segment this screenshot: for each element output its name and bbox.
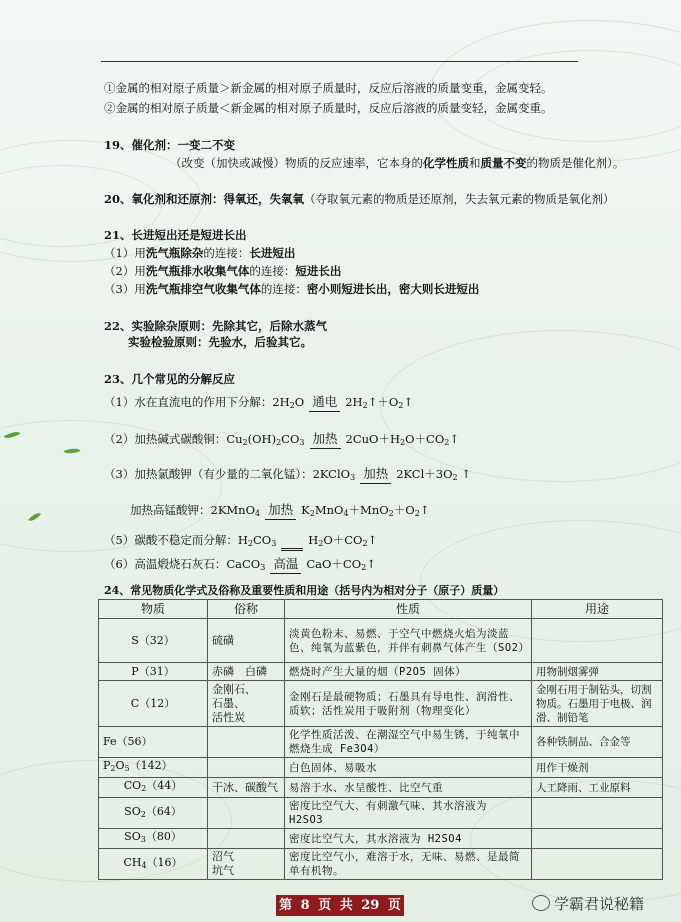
use-cell bbox=[532, 619, 663, 663]
s21-title: 21、长进短出还是短进长出 bbox=[104, 228, 247, 242]
use-cell: 用作干燥剂 bbox=[532, 758, 663, 778]
table-row bbox=[99, 778, 663, 798]
use-cell bbox=[532, 829, 663, 849]
table-row bbox=[99, 849, 663, 880]
reaction-2: （2）加热碱式碳酸铜：$Cu_2(OH)_2CO_3$ 加热 $2CuO+H_2O+CO_2↑$ bbox=[104, 431, 459, 447]
table-row bbox=[99, 681, 663, 727]
s24-title: 24、常见物质化学式及俗称及重要性质和用途（括号内为相对分子（原子）质量） bbox=[104, 584, 505, 597]
nickname-cell: 赤磷 白磷 bbox=[208, 663, 285, 681]
table-header-row bbox=[99, 600, 663, 619]
use-cell: 用物制烟雾弹 bbox=[532, 663, 663, 681]
nickname-cell bbox=[208, 758, 285, 778]
property-cell: 密度比空气大、有刺激气味、其水溶液为 H2SO3 bbox=[285, 798, 532, 829]
substance-cell: P（31） bbox=[99, 663, 208, 681]
reaction-3: （3）加热氯酸钾（有少量的二氧化锰）：2KClO$_3$ 加热 $2KCl+3O_2$ ↑ bbox=[104, 466, 471, 482]
header-property: 性质 bbox=[285, 600, 532, 619]
page-number-badge: 第 8 页 共 29 页 bbox=[276, 895, 404, 916]
header-nickname: 俗称 bbox=[208, 600, 285, 619]
substance-cell: $CH_4(16)$ bbox=[99, 849, 208, 880]
reaction-5: （5）碳酸不稳定而分解：$H_2CO_3$ $H_2O+CO_2↑$ bbox=[104, 533, 378, 548]
s21-item-1: （1）用洗气瓶除杂的连接：长进短出 bbox=[104, 246, 296, 260]
substance-table bbox=[98, 599, 663, 880]
nickname-cell: 干冰、碳酸气 bbox=[208, 778, 285, 798]
use-cell bbox=[532, 798, 663, 829]
brand-text: 学霸君说秘籍 bbox=[554, 896, 645, 913]
substance-cell: $P_2O_5(142)$ bbox=[99, 758, 208, 778]
table-row bbox=[99, 829, 663, 849]
property-cell: 易溶于水、水呈酸性、比空气重 bbox=[285, 778, 532, 798]
substance-cell: Fe（56） bbox=[99, 727, 208, 758]
table-row bbox=[99, 663, 663, 681]
intro-line-2: ②金属的相对原子质量＜新金属的相对原子质量时，反应后溶液的质量变轻，金属变重。 bbox=[104, 101, 553, 115]
property-cell: 燃烧时产生大量的烟（P2O5 固体） bbox=[285, 663, 532, 681]
property-cell: 密度比空气大，其水溶液为 H2SO4 bbox=[285, 829, 532, 849]
reaction-4: 加热高锰酸钾：2KMnO$_4$ 加热 $K_2MnO_4+MnO_2+O_2↑$ bbox=[130, 502, 430, 518]
nickname-cell: 金刚石、 石墨、 活性炭 bbox=[208, 681, 285, 727]
brand-watermark bbox=[532, 893, 644, 914]
s22-line-1: 22、实验除杂原则：先除其它，后除水蒸气 bbox=[104, 319, 328, 333]
header-substance: 物质 bbox=[99, 600, 208, 619]
nickname-cell: 硫磺 bbox=[208, 619, 285, 663]
s21-item-3: （3）用洗气瓶排空气收集气体的连接：密小则短进长出，密大则长进短出 bbox=[104, 282, 480, 296]
s21-item-2: （2）用洗气瓶排水收集气体的连接：短进长出 bbox=[104, 264, 342, 278]
substance-cell: $CO_2(44)$ bbox=[99, 778, 208, 798]
table-row bbox=[99, 798, 663, 829]
substance-cell: $SO_2(64)$ bbox=[99, 798, 208, 829]
s19-desc: （改变（加快或减慢）物质的反应速率，它本身的化学性质和质量不变的物质是催化剂）。 bbox=[170, 156, 625, 170]
use-cell bbox=[532, 849, 663, 880]
table-row bbox=[99, 619, 663, 663]
nickname-cell bbox=[208, 727, 285, 758]
use-cell: 人工降雨、工业原料 bbox=[532, 778, 663, 798]
s22-line-2: 实验检验原则：先验水，后验其它。 bbox=[128, 335, 312, 349]
nickname-cell: 沼气 坑气 bbox=[208, 849, 285, 880]
s23-title: 23、几个常见的分解反应 bbox=[104, 372, 236, 386]
substance-cell: $SO_3(80)$ bbox=[99, 829, 208, 849]
wechat-icon bbox=[532, 895, 550, 911]
substance-cell: C（12） bbox=[99, 681, 208, 727]
use-cell: 金刚石用于制钻头，切割物质。石墨用于电极、润滑、制铅笔 bbox=[532, 681, 663, 727]
property-cell: 化学性质活泼、在潮湿空气中易生锈，于纯氧中燃烧生成 Fe3O4） bbox=[285, 727, 532, 758]
nickname-cell bbox=[208, 829, 285, 849]
property-cell: 密度比空气小，难溶于水，无味、易燃、是最简单有机物。 bbox=[285, 849, 532, 880]
table-row bbox=[99, 758, 663, 778]
table-row bbox=[99, 727, 663, 758]
property-cell: 白色固体、易吸水 bbox=[285, 758, 532, 778]
property-cell: 金刚石是最硬物质；石墨具有导电性、润滑性、质软；活性炭用于吸附剂（物理变化） bbox=[285, 681, 532, 727]
s20-line: 20、氧化剂和还原剂：得氧还，失氧氧（夺取氧元素的物质是还原剂，失去氧元素的物质是氧化剂） bbox=[104, 192, 615, 206]
intro-line-1: ①金属的相对原子质量＞新金属的相对原子质量时，反应后溶液的质量变重，金属变轻。 bbox=[104, 81, 553, 95]
reaction-6: （6）高温煅烧石灰石：CaCO$_3$ 高温 $CaO+CO_2↑$ bbox=[104, 556, 376, 572]
use-cell: 各种铁制品、合金等 bbox=[532, 727, 663, 758]
substance-cell: S（32） bbox=[99, 619, 208, 663]
property-cell: 淡黄色粉末、易燃、于空气中燃烧火焰为淡蓝色、纯氧为蓝紫色，并伴有刺鼻气体产生（SO2） bbox=[285, 619, 532, 663]
s19-title: 19、催化剂：一变二不变 bbox=[104, 138, 236, 152]
header-use: 用途 bbox=[532, 600, 663, 619]
reaction-1: （1）水在直流电的作用下分解：$2H_2O$ 通电 $2H_2↑+O_2↑$ bbox=[104, 394, 413, 410]
nickname-cell bbox=[208, 798, 285, 829]
